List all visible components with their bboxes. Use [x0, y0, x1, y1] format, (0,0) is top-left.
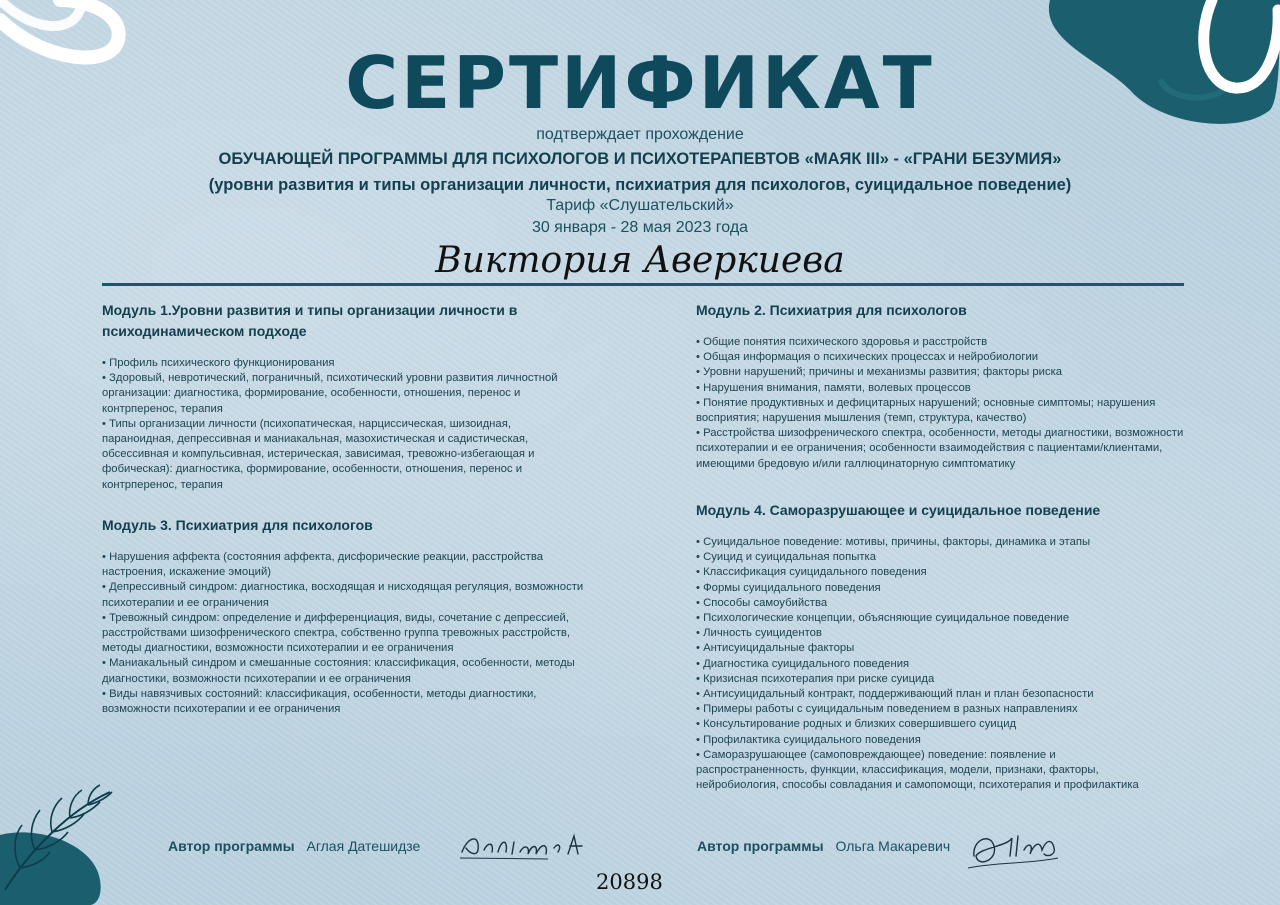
- list-item: • Суицидальное поведение: мотивы, причины, факторы, динамика и этапы: [696, 536, 1091, 548]
- signature-image: [968, 826, 1063, 872]
- list-item: • Типы организации личности (психопатическая, нарциссическая, шизоидная, параноидная, депрессивная и маниакальная, мазохистическая и садистическая, обсессивная и компульсивная, истерическая, зависимая, тревожно-избегающая и фобическая): диагностика, формирование, особенности, отношения, перенос и контрперенос, терапия: [102, 417, 535, 491]
- list-item: • Антисуицидальный контракт, поддерживающий план и план безопасности: [696, 688, 1094, 701]
- list-item: • Кризисная психотерапия при риске суицида: [696, 672, 935, 685]
- list-item: • Расстройства шизофренического спектра, особенности, методы диагностики, возможности психотерапии и ее ограничения; особенности взаимодействия с пациентами/клиентами, имеющими бредовую и/или галлюцинаторную симптоматику: [696, 427, 1184, 470]
- list-item: • Понятие продуктивных и дефицитарных нарушений; основные симптомы; нарушения восприятия; нарушения мышления (темп, структура, качество): [696, 396, 1156, 425]
- list-item: • Нарушения аффекта (состояния аффекта, дисфорические реакции, расстройства настроения, искажение эмоций): [102, 551, 543, 579]
- confirm-text: подтверждает прохождение: [536, 126, 744, 143]
- list-item: • Депрессивный синдром: диагностика, восходящая и нисходящая регуляция, возможности психотерапии и ее ограничения: [102, 581, 584, 609]
- list-item: • Формы суицидального поведения: [696, 581, 881, 594]
- list-item: • Примеры работы с суицидальным поведением в разных направлениях: [696, 703, 1078, 716]
- list-item: • Саморазрушающее (самоповреждающее) поведение: появление и распространенность, функции, классификация, модели, признаки, факторы, нейробиология, способы совладания и самопомощи, психотерапия и профилактика: [696, 748, 1139, 792]
- module-items: [102, 356, 582, 493]
- divider-line: [102, 283, 1184, 286]
- list-item: • Антисуицидальные факторы: [696, 642, 855, 655]
- list-item: • Здоровый, невротический, пограничный, психотический уровни развития личностной организации: диагностика, формирование, особенности, отношения, перенос и контрперенос, терапия: [102, 372, 558, 415]
- list-item: • Нарушения внимания, памяти, волевых процессов: [696, 381, 971, 394]
- list-item: • Диагностика суицидального поведения: [696, 657, 910, 670]
- list-item: • Способы самоубийства: [696, 596, 828, 609]
- program-name: ОБУЧАЮЩЕЙ ПРОГРАММЫ ДЛЯ ПСИХОЛОГОВ И ПСИХОТЕРАПЕВТОВ «МАЯК III» - «ГРАНИ БЕЗУМИЯ»: [218, 150, 1062, 168]
- list-item: • Общая информация о психических процессах и нейробиологии: [696, 351, 1039, 364]
- list-item: • Личность суицидентов: [696, 627, 822, 640]
- list-item: • Суицид и суицидальная попытка: [696, 551, 876, 564]
- list-item: • Тревожный синдром: определение и дифференциация, виды, сочетание с депрессией, расстройствами шизофренического спектра, собственно группа тревожных расстройств, методы диагностики, возможности психотерапии и ее ограничения: [102, 611, 571, 655]
- author-2: [697, 838, 950, 854]
- module-title: Модуль 4. Саморазрушающее и суицидальное поведение: [696, 502, 1101, 518]
- list-item: • Классификация суицидального поведения: [696, 566, 927, 579]
- list-item: • Психологические концепции, объясняющие суицидальное поведение: [696, 612, 1070, 625]
- list-item: • Общие понятия психического здоровья и расстройств: [696, 336, 988, 348]
- list-item: • Маниакальный синдром и смешанные состояния: классификация, особенности, методы диагностики, возможности психотерапии и ее ограничения: [102, 657, 575, 685]
- module-items: [696, 335, 1201, 472]
- author-name: Аглая Датешидзе: [306, 838, 421, 854]
- recipient-name: Виктория Аверкиева: [435, 240, 845, 281]
- author-name: Ольга Макаревич: [835, 838, 951, 854]
- certificate-title: СЕРТИФИКАТ: [345, 41, 935, 125]
- list-item: • Профилактика суицидального поведения: [696, 733, 921, 746]
- module-2: [696, 300, 1201, 472]
- module-title: Модуль 1.Уровни развития и типы организации личности в психодинамическом подходе: [102, 302, 518, 339]
- decorative-leaf-bottom-left: [0, 780, 130, 905]
- tariff: Тариф «Слушательский»: [546, 197, 734, 214]
- module-4: [696, 500, 1156, 793]
- program-topics: (уровни развития и типы организации личности, психиатрия для психологов, суицидальное поведение): [208, 176, 1072, 194]
- list-item: • Виды навязчивых состояний: классификация, особенности, методы диагностики, возможности психотерапии и ее ограничения: [102, 687, 537, 716]
- module-3: [102, 515, 587, 717]
- author-1: [168, 838, 420, 854]
- module-1: [102, 300, 582, 493]
- module-title: Модуль 3. Психиатрия для психологов: [102, 517, 373, 533]
- list-item: • Профиль психического функционирования: [102, 357, 335, 369]
- module-items: [102, 550, 587, 717]
- author-label: Автор программы: [697, 838, 824, 854]
- serial-number: 20898: [596, 870, 663, 894]
- program-dates: 30 января - 28 мая 2023 года: [531, 219, 749, 236]
- module-items: [696, 535, 1156, 793]
- list-item: • Уровни нарушений; причины и механизмы развития; факторы риска: [696, 366, 1063, 379]
- author-label: Автор программы: [168, 838, 295, 854]
- list-item: • Консультирование родных и близких совершившего суицид: [696, 718, 1017, 731]
- signature-image: [458, 828, 588, 864]
- module-title: Модуль 2. Психиатрия для психологов: [696, 302, 967, 318]
